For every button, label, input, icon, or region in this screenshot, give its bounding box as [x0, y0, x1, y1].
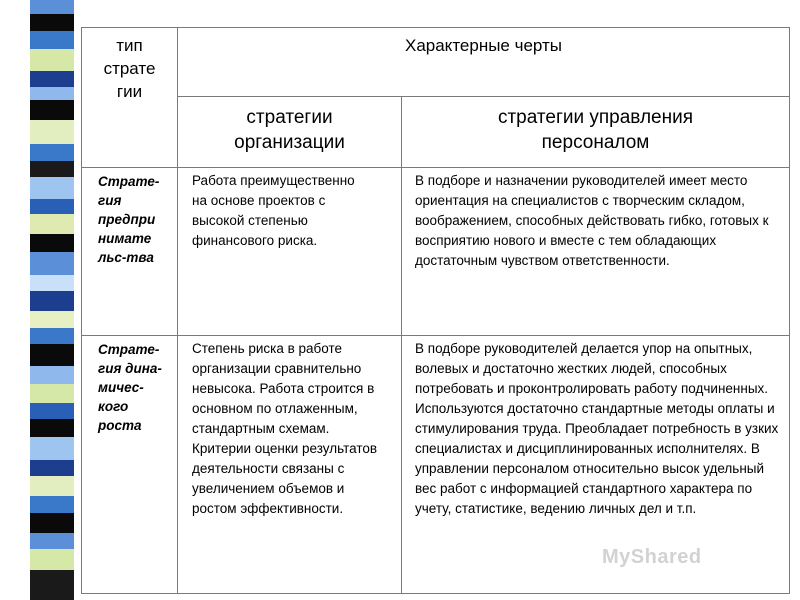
stripe-segment [30, 496, 74, 514]
table-row [82, 168, 790, 336]
stripe-segment [30, 252, 74, 276]
stripe-segment [30, 214, 74, 234]
row-organization-text: Степень риска в работе организации сравнительно невысока. Работа строится в основном по отлаженным, стандартным схемам. Критерии оценки результатов деятельности связаны с увеличением объемов и ростом эффективности. [192, 341, 378, 516]
stripe-segment [30, 366, 74, 384]
stripe-segment [30, 513, 74, 533]
stripe-segment [30, 570, 74, 600]
stripe-segment [30, 14, 74, 32]
header-org-strategy [178, 97, 402, 168]
header-hr-strategy-text: стратегии управления персоналом [497, 107, 694, 153]
watermark-logo: MyShared [602, 546, 702, 568]
stripe-segment [30, 533, 74, 549]
row-personnel-cell [402, 336, 790, 594]
row-organization-cell [178, 336, 402, 594]
row-personnel-text: В подборе руководителей делается упор на опытных, волевых и достаточно жестких людей, способных потребовать и проконтролировать работу подчиненных. Используются достаточно стандартные методы оплаты и стимулирования труда. Преобладает потребность в узких специалистах и дисциплинированных исполнителях. В управлении персоналом относительно высок удельный вес работ с информацией стандартного характера по учету, статистике, ведению личных дел и т.п. [415, 341, 779, 516]
row-organization-text: Работа преимущественно на основе проектов с высокой степенью финансового риска. [192, 173, 355, 248]
row-strategy-name [82, 168, 178, 336]
stripe-segment [30, 234, 74, 252]
header-org-strategy-text: стратегии организации [234, 107, 345, 153]
row-strategy-name-text: Страте-гия предпри нимате льс-тва [98, 174, 160, 265]
row-strategy-name-text: Страте-гия дина-мичес-кого роста [98, 342, 162, 433]
row-organization-cell [178, 168, 402, 336]
header-hr-strategy [402, 97, 790, 168]
decorative-stripe-bar [30, 0, 74, 600]
stripe-segment [30, 199, 74, 215]
stripe-segment [30, 31, 74, 49]
stripe-segment [30, 419, 74, 437]
row-strategy-name [82, 336, 178, 594]
stripe-segment [30, 177, 74, 199]
stripe-segment [30, 549, 74, 571]
stripe-segment [30, 291, 74, 311]
stripe-segment [30, 403, 74, 419]
stripe-segment [30, 344, 74, 366]
stripe-segment [30, 87, 74, 101]
stripe-segment [30, 120, 74, 144]
stripe-segment [30, 71, 74, 87]
stripe-segment [30, 476, 74, 496]
stripe-segment [30, 328, 74, 344]
header-features: Характерные черты [178, 28, 790, 97]
stripe-segment [30, 275, 74, 291]
row-personnel-text: В подборе и назначении руководителей имеет место ориентация на специалистов с творческим складом, воображением, способных действовать гибко, готовых к восприятию нового и вместе с тем обладающих достаточным чувством ответственности. [415, 173, 769, 268]
stripe-segment [30, 100, 74, 120]
stripe-segment [30, 161, 74, 177]
stripe-segment [30, 49, 74, 71]
stripe-segment [30, 144, 74, 162]
stripe-segment [30, 460, 74, 476]
stripe-segment [30, 384, 74, 404]
stripe-segment [30, 311, 74, 329]
stripe-segment [30, 0, 74, 14]
header-strategy-type [82, 28, 178, 168]
stripe-segment [30, 437, 74, 461]
strategy-table [81, 27, 790, 594]
row-personnel-cell [402, 168, 790, 336]
header-strategy-type-text: тип страте гии [103, 36, 156, 101]
